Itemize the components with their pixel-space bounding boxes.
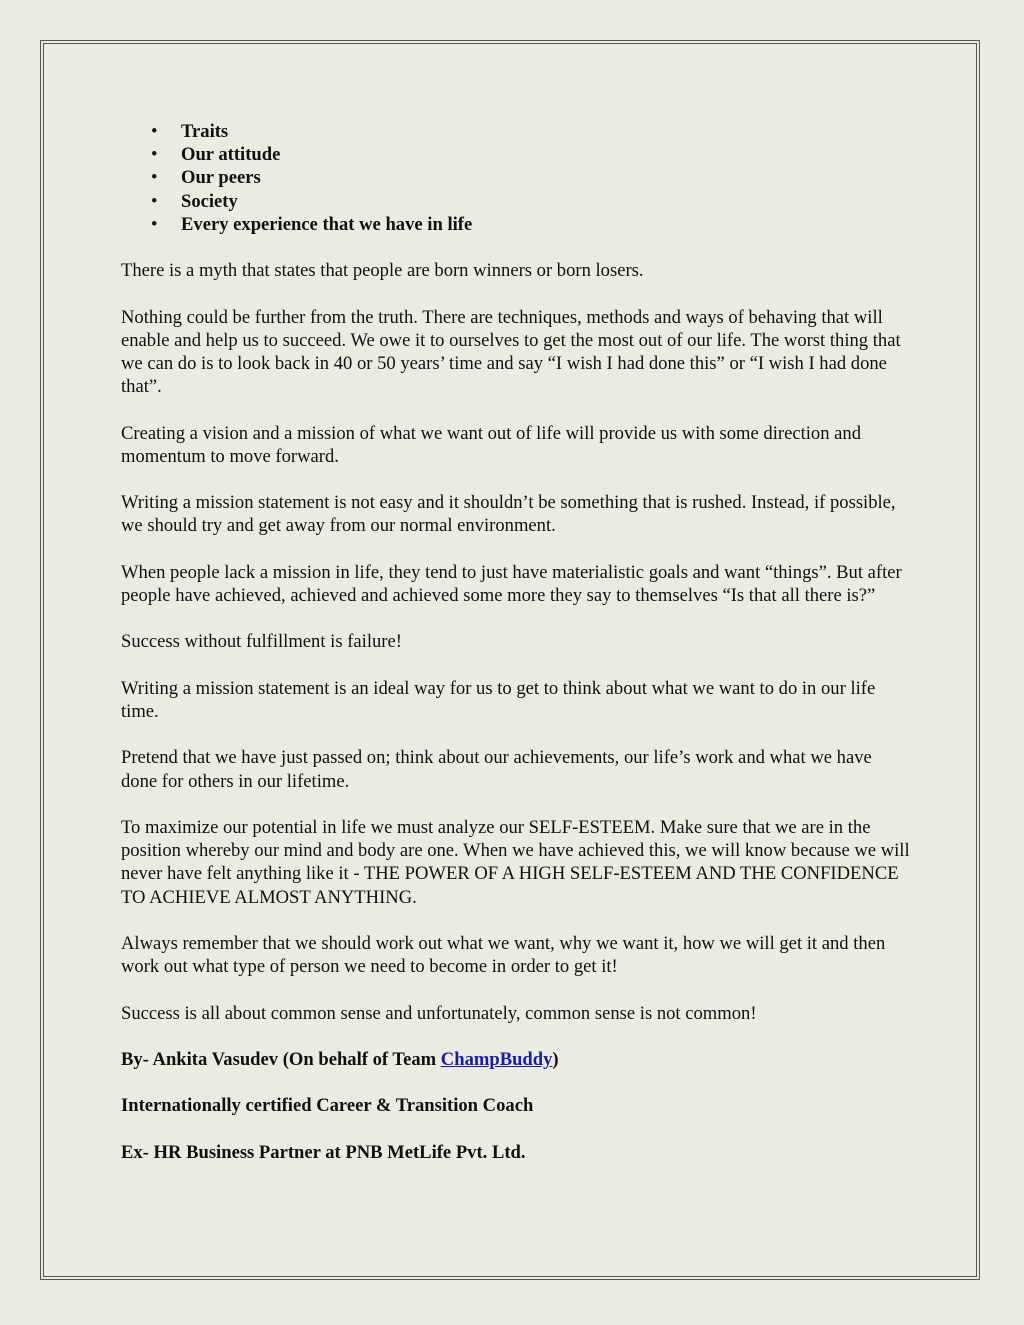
bullet-icon: •	[151, 167, 158, 189]
document-body	[121, 120, 911, 1164]
paragraph-always-remember: Always remember that we should work out what we want, why we want it, how we will get it and then work out what type of person we need to become in order to get it!	[121, 932, 886, 978]
champbuddy-link[interactable]: ChampBuddy	[440, 1048, 553, 1070]
bullet-list	[121, 120, 911, 236]
bullet-icon: •	[151, 213, 158, 235]
paragraph-pretend: Pretend that we have just passed on; think about our achievements, our life’s work and what we have done for others in our lifetime.	[121, 747, 872, 792]
bullet-icon: •	[151, 190, 158, 212]
byline-suffix: )	[552, 1048, 559, 1070]
paragraph-lack-mission: When people lack a mission in life, they tend to just have materialistic goals and want “things”. But after people have achieved, achieved and achieved some more they say to themselves “Is that all there is?”	[121, 561, 902, 606]
list-item-text: Our peers	[181, 167, 261, 189]
paragraph-success-fulfillment: Success without fulfillment is failure!	[121, 631, 402, 653]
list-item	[121, 190, 911, 213]
paragraph-myth: There is a myth that states that people are born winners or born losers.	[121, 260, 644, 282]
bullet-icon: •	[151, 121, 158, 142]
list-item-text: Society	[181, 190, 238, 212]
list-item	[121, 166, 911, 189]
list-item	[121, 120, 911, 143]
list-item-text: Every experience that we have in life	[181, 213, 473, 235]
list-item	[121, 143, 911, 166]
author-credential: Internationally certified Career & Transition Coach	[121, 1095, 534, 1117]
byline	[121, 1048, 911, 1071]
paragraph-ideal-way: Writing a mission statement is an ideal way for us to get to think about what we want to do in our life time.	[121, 677, 876, 722]
list-item-text: Traits	[181, 121, 229, 142]
paragraph-truth: Nothing could be further from the truth. There are techniques, methods and ways of behaving that will enable and help us to succeed. We owe it to ourselves to get the most out of our life. The worst thing that we can do is to look back in 40 or 50 years’ time and say “I wish I had done this” or “I wish I had done that”.	[121, 306, 901, 398]
paragraph-common-sense: Success is all about common sense and unfortunately, common sense is not common!	[121, 1002, 757, 1024]
paragraph-vision: Creating a vision and a mission of what we want out of life will provide us with some direction and momentum to move forward.	[121, 422, 861, 467]
author-former-role: Ex- HR Business Partner at PNB MetLife Pvt. Ltd.	[121, 1141, 526, 1163]
bullet-icon: •	[151, 144, 158, 166]
byline-prefix: By- Ankita Vasudev (On behalf of Team	[121, 1048, 441, 1070]
list-item	[121, 213, 911, 236]
paragraph-self-esteem: To maximize our potential in life we must analyze our SELF-ESTEEM. Make sure that we are in the position whereby our mind and body are one. When we have achieved this, we will know because we will never have felt anything like it - THE POWER OF A HIGH SELF-ESTEEM AND THE CONFIDENCE TO ACHIEVE ALMOST ANYTHING.	[121, 816, 910, 908]
list-item-text: Our attitude	[181, 144, 281, 166]
paragraph-mission-statement: Writing a mission statement is not easy and it shouldn’t be something that is rushed. Instead, if possible, we should try and get away from our normal environment.	[121, 492, 896, 537]
